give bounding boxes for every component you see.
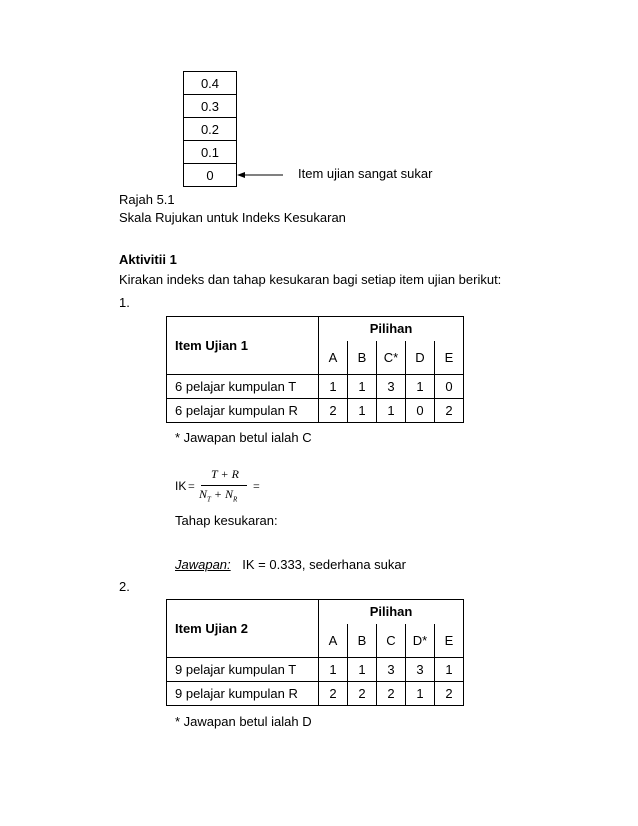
formula-numerator: T + R (211, 467, 239, 481)
difficulty-scale-table (183, 71, 237, 187)
table-row (167, 658, 464, 682)
equals-sign: = (253, 479, 260, 493)
cell-value: 3 (377, 375, 406, 399)
option-label: D (406, 341, 435, 375)
answer-label: Jawapan: (175, 557, 231, 572)
cell-value: 2 (319, 682, 348, 706)
option-label: A (319, 624, 348, 658)
activity-title: Aktivitii 1 (119, 252, 177, 267)
scale-value: 0.2 (184, 118, 237, 141)
figure-number: Rajah 5.1 (119, 192, 175, 207)
option-label: C (377, 624, 406, 658)
equals-sign: = (188, 479, 195, 493)
item-number: 2. (119, 579, 130, 594)
option-label: E (435, 624, 464, 658)
cell-value: 3 (377, 658, 406, 682)
answer-note: * Jawapan betul ialah D (175, 714, 312, 729)
formula-lhs: IK (175, 479, 187, 493)
cell-value: 3 (406, 658, 435, 682)
table-row (167, 375, 464, 399)
item-header-label: Item Ujian 1 (167, 317, 319, 375)
row-label: 6 pelajar kumpulan T (167, 375, 319, 399)
tahap-label: Tahap kesukaran: (175, 513, 278, 528)
cell-value: 1 (348, 399, 377, 423)
answer-text: IK = 0.333, sederhana sukar (242, 557, 406, 572)
option-label: B (348, 341, 377, 375)
row-label: 9 pelajar kumpulan R (167, 682, 319, 706)
fraction-bar (201, 485, 247, 486)
answer-line (175, 557, 406, 572)
answer-note: * Jawapan betul ialah C (175, 430, 312, 445)
item-table (166, 316, 464, 423)
cell-value: 2 (435, 399, 464, 423)
option-label: E (435, 341, 464, 375)
cell-value: 1 (319, 658, 348, 682)
formula-denominator: $N_T + N_R$ (199, 487, 238, 504)
row-label: 6 pelajar kumpulan R (167, 399, 319, 423)
cell-value: 1 (319, 375, 348, 399)
options-header: Pilihan (319, 317, 464, 341)
figure-caption: Skala Rujukan untuk Indeks Kesukaran (119, 210, 346, 225)
options-header: Pilihan (319, 600, 464, 624)
cell-value: 2 (348, 682, 377, 706)
cell-value: 1 (406, 375, 435, 399)
option-label: C* (377, 341, 406, 375)
item-table (166, 599, 464, 706)
option-label: D* (406, 624, 435, 658)
table-row (167, 682, 464, 706)
table-row (167, 399, 464, 423)
cell-value: 0 (435, 375, 464, 399)
cell-value: 1 (348, 658, 377, 682)
row-label: 9 pelajar kumpulan T (167, 658, 319, 682)
scale-value: 0.1 (184, 141, 237, 164)
difficulty-index-formula (175, 469, 295, 505)
cell-value: 0 (406, 399, 435, 423)
scale-value: 0.4 (184, 72, 237, 95)
cell-value: 1 (377, 399, 406, 423)
left-arrow-icon (237, 171, 283, 179)
cell-value: 2 (319, 399, 348, 423)
scale-value: 0 (184, 164, 237, 187)
scale-value: 0.3 (184, 95, 237, 118)
scale-arrow-label: Item ujian sangat sukar (298, 166, 433, 181)
option-label: B (348, 624, 377, 658)
cell-value: 1 (435, 658, 464, 682)
option-label: A (319, 341, 348, 375)
item-number: 1. (119, 295, 130, 310)
cell-value: 2 (435, 682, 464, 706)
cell-value: 1 (406, 682, 435, 706)
cell-value: 2 (377, 682, 406, 706)
item-header-label: Item Ujian 2 (167, 600, 319, 658)
activity-instruction: Kirakan indeks dan tahap kesukaran bagi setiap item ujian berikut: (119, 272, 502, 287)
cell-value: 1 (348, 375, 377, 399)
